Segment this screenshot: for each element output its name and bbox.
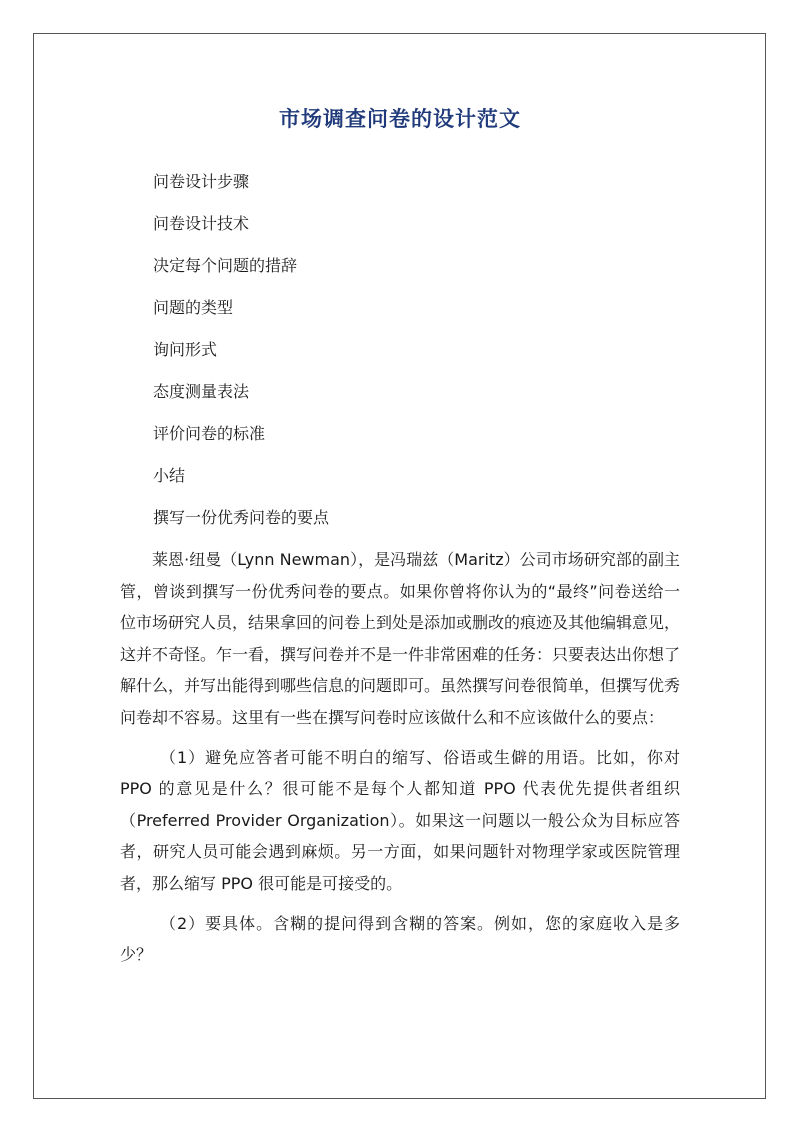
paragraph-point-1: （1）避免应答者可能不明白的缩写、俗语或生僻的用语。比如，你对 PPO 的意见是什么？很可能不是每个人都知道 PPO 代表优先提供者组织（Preferred Provider Organization）。如果这一问题以一般公众为目标应答者，研究人员可能会遇到麻烦。另一方面，如果问题针对物理学家或医院管理者，那么缩写 PPO 很可能是可接受的。 [120, 747, 680, 893]
document-title: 市场调查问卷的设计范文 [279, 107, 521, 131]
section-item: 询问形式 [153, 340, 218, 359]
section-item: 问题的类型 [153, 298, 234, 317]
section-item: 态度测量表法 [153, 382, 250, 401]
body-text [120, 544, 680, 971]
paragraph-point-2: （2）要具体。含糊的提问得到含糊的答案。例如，您的家庭收入是多少？ [120, 913, 680, 965]
paragraph-intro: 莱恩·纽曼（Lynn Newman），是冯瑞兹（Maritz）公司市场研究部的副主管，曾谈到撰写一份优秀问卷的要点。如果你曾将你认为的“最终”问卷送给一位市场研究人员，结果拿回的问卷上到处是添加或删改的痕迹及其他编辑意见，这并不奇怪。乍一看，撰写问卷并不是一件非常困难的任务：只要表达出你想了解什么，并写出能得到哪些信息的问题即可。虽然撰写问卷很简单，但撰写优秀问卷却不容易。这里有一些在撰写问卷时应该做什么和不应该做什么的要点： [120, 550, 681, 727]
section-list [153, 168, 329, 546]
section-item: 决定每个问题的措辞 [153, 256, 298, 275]
section-item: 撰写一份优秀问卷的要点 [153, 508, 330, 527]
section-item: 问卷设计步骤 [153, 172, 250, 191]
section-item: 问卷设计技术 [153, 214, 250, 233]
section-item: 评价问卷的标准 [153, 424, 266, 443]
section-item: 小结 [153, 466, 186, 485]
